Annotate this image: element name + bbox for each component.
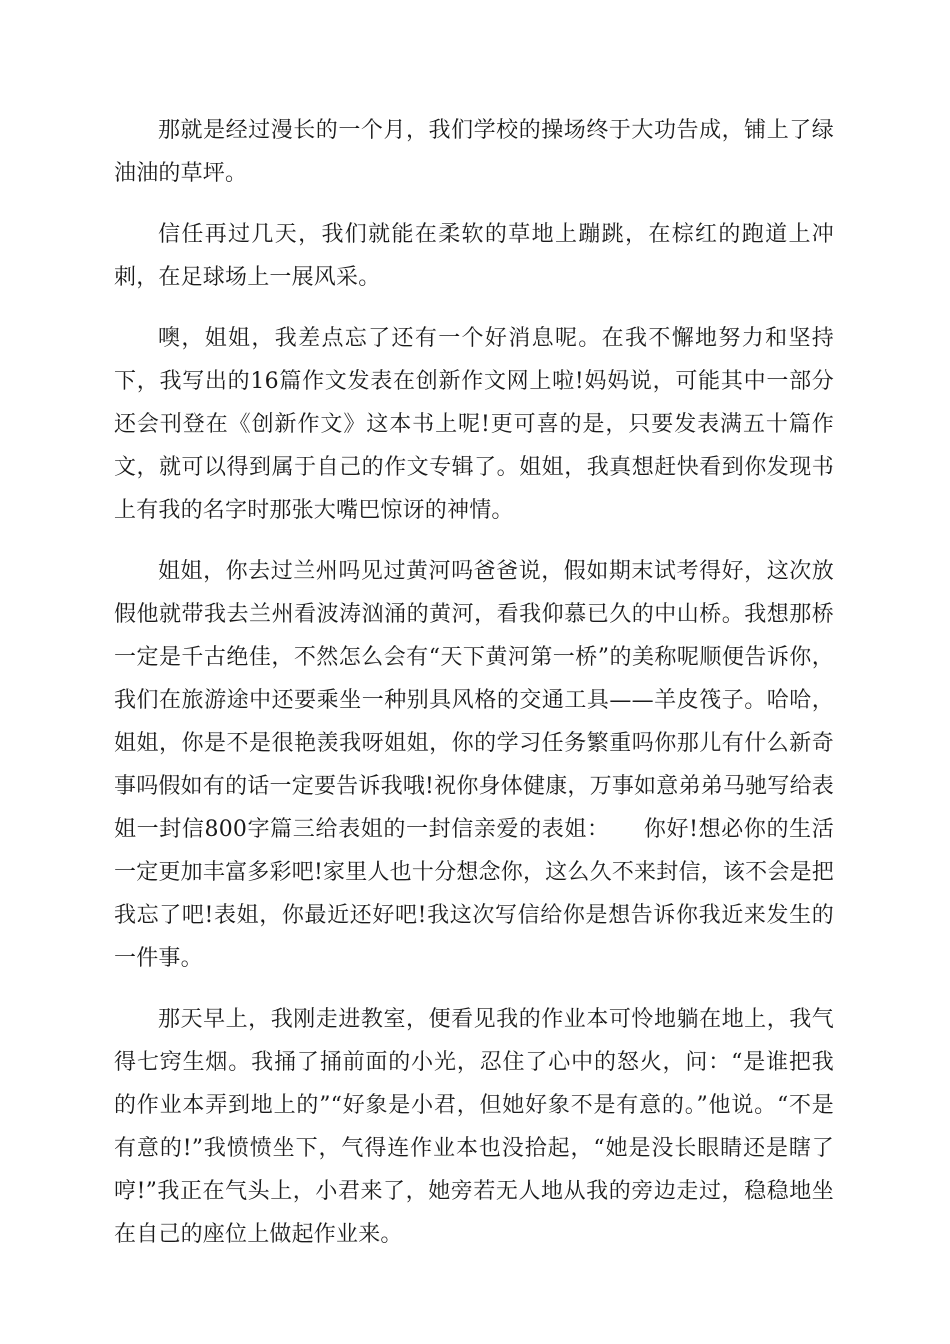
paragraph-1: 那就是经过漫长的一个月，我们学校的操场终于大功告成，铺上了绿油油的草坪。 bbox=[114, 118, 834, 186]
document-body bbox=[114, 109, 834, 1274]
paragraph-3: 噢，姐姐，我差点忘了还有一个好消息呢。在我不懈地努力和坚持下，我写出的16篇作文发表在创新作文网上啦!妈妈说，可能其中一部分还会刊登在《创新作文》这本书上呢!更可喜的是，只要发表满五十篇作文，就可以得到属于自己的作文专辑了。姐姐，我真想赶快看到你发现书上有我的名字时那张大嘴巴惊讶的神情。 bbox=[114, 326, 834, 523]
paragraph-4: 姐姐，你去过兰州吗见过黄河吗爸爸说，假如期末试考得好，这次放假他就带我去兰州看波涛汹涌的黄河，看我仰慕已久的中山桥。我想那桥一定是千古绝佳，不然怎么会有“天下黄河第一桥”的美称呢顺便告诉你，我们在旅游途中还要乘坐一种别具风格的交通工具——羊皮筏子。哈哈，姐姐，你是不是很艳羡我呀姐姐，你的学习任务繁重吗你那儿有什么新奇事吗假如有的话一定要告诉我哦!祝你身体健康，万事如意弟弟马驰写给表姐一封信800字篇三给表姐的一封信亲爱的表姐： 你好!想必你的生活一定更加丰富多彩吧!家里人也十分想念你，这么久不来封信，该不会是把我忘了吧!表姐，你最近还好吧!我这次写信给你是想告诉你我近来发生的一件事。 bbox=[114, 559, 834, 971]
paragraph-2: 信任再过几天，我们就能在柔软的草地上蹦跳，在棕红的跑道上冲刺，在足球场上一展风采。 bbox=[114, 222, 834, 290]
paragraph-5: 那天早上，我刚走进教室，便看见我的作业本可怜地躺在地上，我气得七窍生烟。我捅了捅前面的小光，忍住了心中的怒火，问：“是谁把我的作业本弄到地上的”“好象是小君，但她好象不是有意的。”他说。“不是有意的!”我愤愤坐下，气得连作业本也没拾起，“她是没长眼睛还是瞎了哼!”我正在气头上，小君来了，她旁若无人地从我的旁边走过，稳稳地坐在自己的座位上做起作业来。 bbox=[114, 1007, 834, 1247]
